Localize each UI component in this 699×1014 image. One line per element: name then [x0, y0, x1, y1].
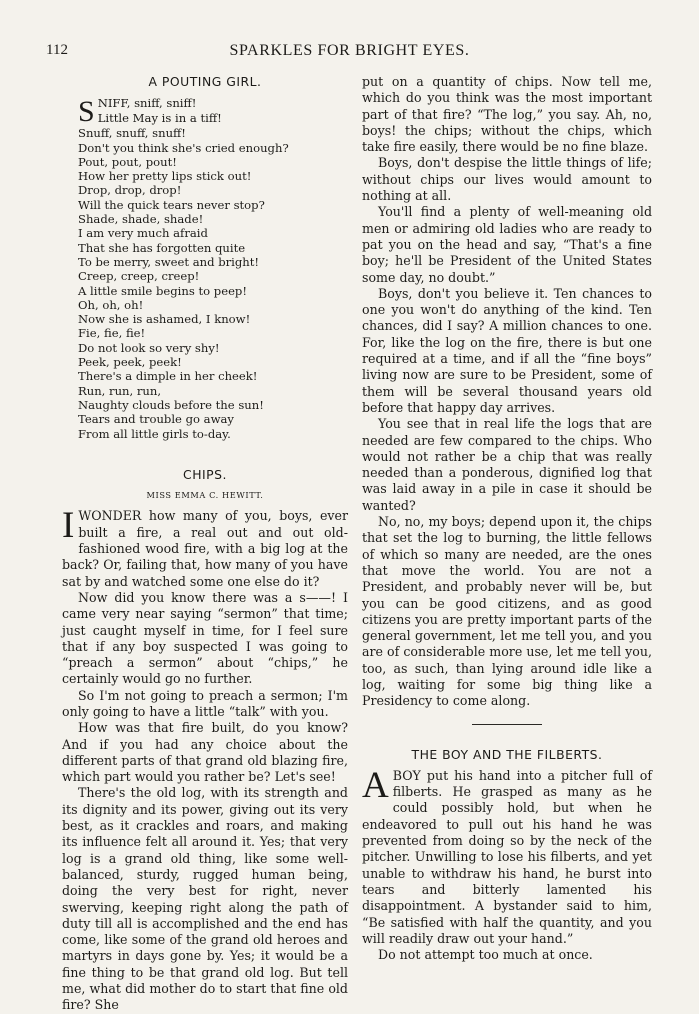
poem-line: A little smile begins to peep!	[78, 283, 248, 298]
section-gap	[62, 441, 348, 467]
right-column	[362, 74, 652, 963]
page-header	[0, 40, 699, 64]
poem-line: Little May is in a tiff!	[97, 110, 222, 125]
poem-line: Creep, creep, creep!	[78, 269, 200, 284]
poem-line: Run, run, run,	[78, 383, 162, 398]
poem-line: Peek, peek, peek!	[78, 355, 182, 370]
poem-line: There's a dimple in her cheek!	[78, 369, 258, 384]
chips-paragraph: No, no, my boys; depend upon it, the chips that set the log to burning, the little fellows of which so many are needed, are the ones that move the world. You are not a President, and probably never will be, but you can be good citizens, and as good citizens you are pretty important parts of the general government, let me tell you, and you are of considerable more use, let me tell you, too, as such, than lying around idle like a log, waiting for some big thing like a Presidency to come along.	[362, 514, 652, 709]
poem-line: Shade, shade, shade!	[78, 212, 204, 227]
filberts-paragraph: ABOY put his hand into a pitcher full of filberts. He grasped as many as he could possibly hold, but when he endeavored to pull out his hand he was prevented from doing so by the neck of the pitcher. Unwilling to lose his filberts, and yet unable to withdraw his hand, he burst into tears and bitterly lamented his disappointment. A bystander said to him, “Be satisfied with half the quantity, and you will readily draw out your hand.”	[362, 764, 652, 946]
poem-line: That she has forgotten quite	[78, 240, 246, 255]
poem-line: Drop, drop, drop!	[78, 183, 182, 198]
page-number: 112	[46, 42, 68, 58]
poem-line: Fie, fie, fie!	[78, 326, 146, 341]
poem-title: A POUTING GIRL.	[148, 74, 262, 89]
poem-line: Don't you think she's cried enough?	[78, 140, 289, 155]
poem-line: Oh, oh, oh!	[78, 297, 144, 312]
poem-line: From all little girls to-day.	[78, 426, 231, 441]
poem-line: Will the quick tears never stop?	[78, 197, 265, 212]
running-title: SPARKLES FOR BRIGHT EYES.	[229, 42, 470, 59]
filberts-dropcap: A	[362, 764, 389, 806]
poem-line: Snuff, snuff, snuff!	[78, 126, 186, 141]
poem-first-line: SNIFF, sniff, sniff!	[78, 95, 197, 129]
poem-line: Now she is ashamed, I know!	[78, 312, 251, 327]
chips-paragraph: So I'm not going to preach a sermon; I'm only going to have a little “talk” with you.	[62, 687, 348, 719]
poem-dropcap: S	[78, 95, 95, 129]
chips-title: CHIPS.	[183, 466, 227, 482]
poem-line: I am very much afraid	[78, 226, 208, 241]
chips-author: MISS EMMA C. HEWITT.	[146, 490, 264, 501]
chips-paragraph: Boys, don't despise the little things of life; without chips our lives would amount to nothing at all.	[362, 155, 652, 204]
chips-paragraph: You'll find a plenty of well-meaning old men or admiring old ladies who are ready to pat you on the head and say, “That's a fine boy; he'll be President of the United States some day, no doubt.”	[362, 204, 652, 285]
chips-paragraph: Boys, don't you believe it. Ten chances to one you won't do anything of the kind. Ten chances, did I say? A million chances to one. For, like the log on the fire, there is but one required at a time, and if all the “fine boys” living now are sure to be President, some of them will be several thousand years old before that happy day arrives.	[362, 285, 652, 415]
poem-line: To be merry, sweet and bright!	[78, 254, 260, 269]
poem-a-pouting-girl	[78, 96, 348, 441]
chips-paragraph: There's the old log, with its strength and its dignity and its power, giving out its very best, as it crackles and roars, and making its influence felt all around it. Yes; that very log is a grand old thing, like some well-balanced, sturdy, rugged human being, doing the very best for right, never swerving, keeping right along the path of duty till all is accomplished and the end has come, like some of the grand old heroes and martyrs in days gone by. Yes; it would be a fine thing to be that grand old log. But tell me, what did mother do to start that fine old fire? She	[62, 785, 348, 1013]
poem-line: How her pretty lips stick out!	[78, 169, 252, 184]
chips-paragraph: You see that in real life the logs that are needed are few compared to the chips. Who would not rather be a chip that was really needed than a ponderous, dignified log that was laid away in a pile in case it should be wanted?	[362, 416, 652, 513]
chips-continuation: put on a quantity of chips. Now tell me, which do you think was the most important part of that fire? “The log,” you say. Ah, no, boys! the chips; without the chips, which take fire easily, there would be no fine blaze.	[362, 74, 652, 155]
filberts-moral: Do not attempt too much at once.	[378, 947, 593, 963]
left-column	[62, 74, 348, 1014]
filberts-title: THE BOY AND THE FILBERTS.	[411, 746, 603, 762]
chips-first-paragraph: IWONDER how many of you, boys, ever built a fire, a real out and out old-fashioned wood fire, with a big log at the back? Or, failing that, how many of you have sat by and watched some one else do it?	[62, 505, 348, 589]
poem-line: Tears and trouble go away	[78, 412, 234, 427]
poem-line: Naughty clouds before the sun!	[78, 397, 264, 412]
poem-line: Pout, pout, pout!	[78, 154, 177, 169]
chips-paragraph: Now did you know there was a s——! I came very near saying “sermon” that time; just caught myself in time, for I feel sure that if any boy suspected I was going to “preach a sermon” about “chips,” he certainly would go no further.	[62, 589, 348, 687]
poem-line: Do not look so very shy!	[78, 340, 220, 355]
chips-paragraph: How was that fire built, do you know? And if you had any choice about the different parts of that grand old blazing fire, which part would you rather be? Let's see!	[62, 720, 348, 785]
chips-dropcap: I	[62, 505, 75, 547]
